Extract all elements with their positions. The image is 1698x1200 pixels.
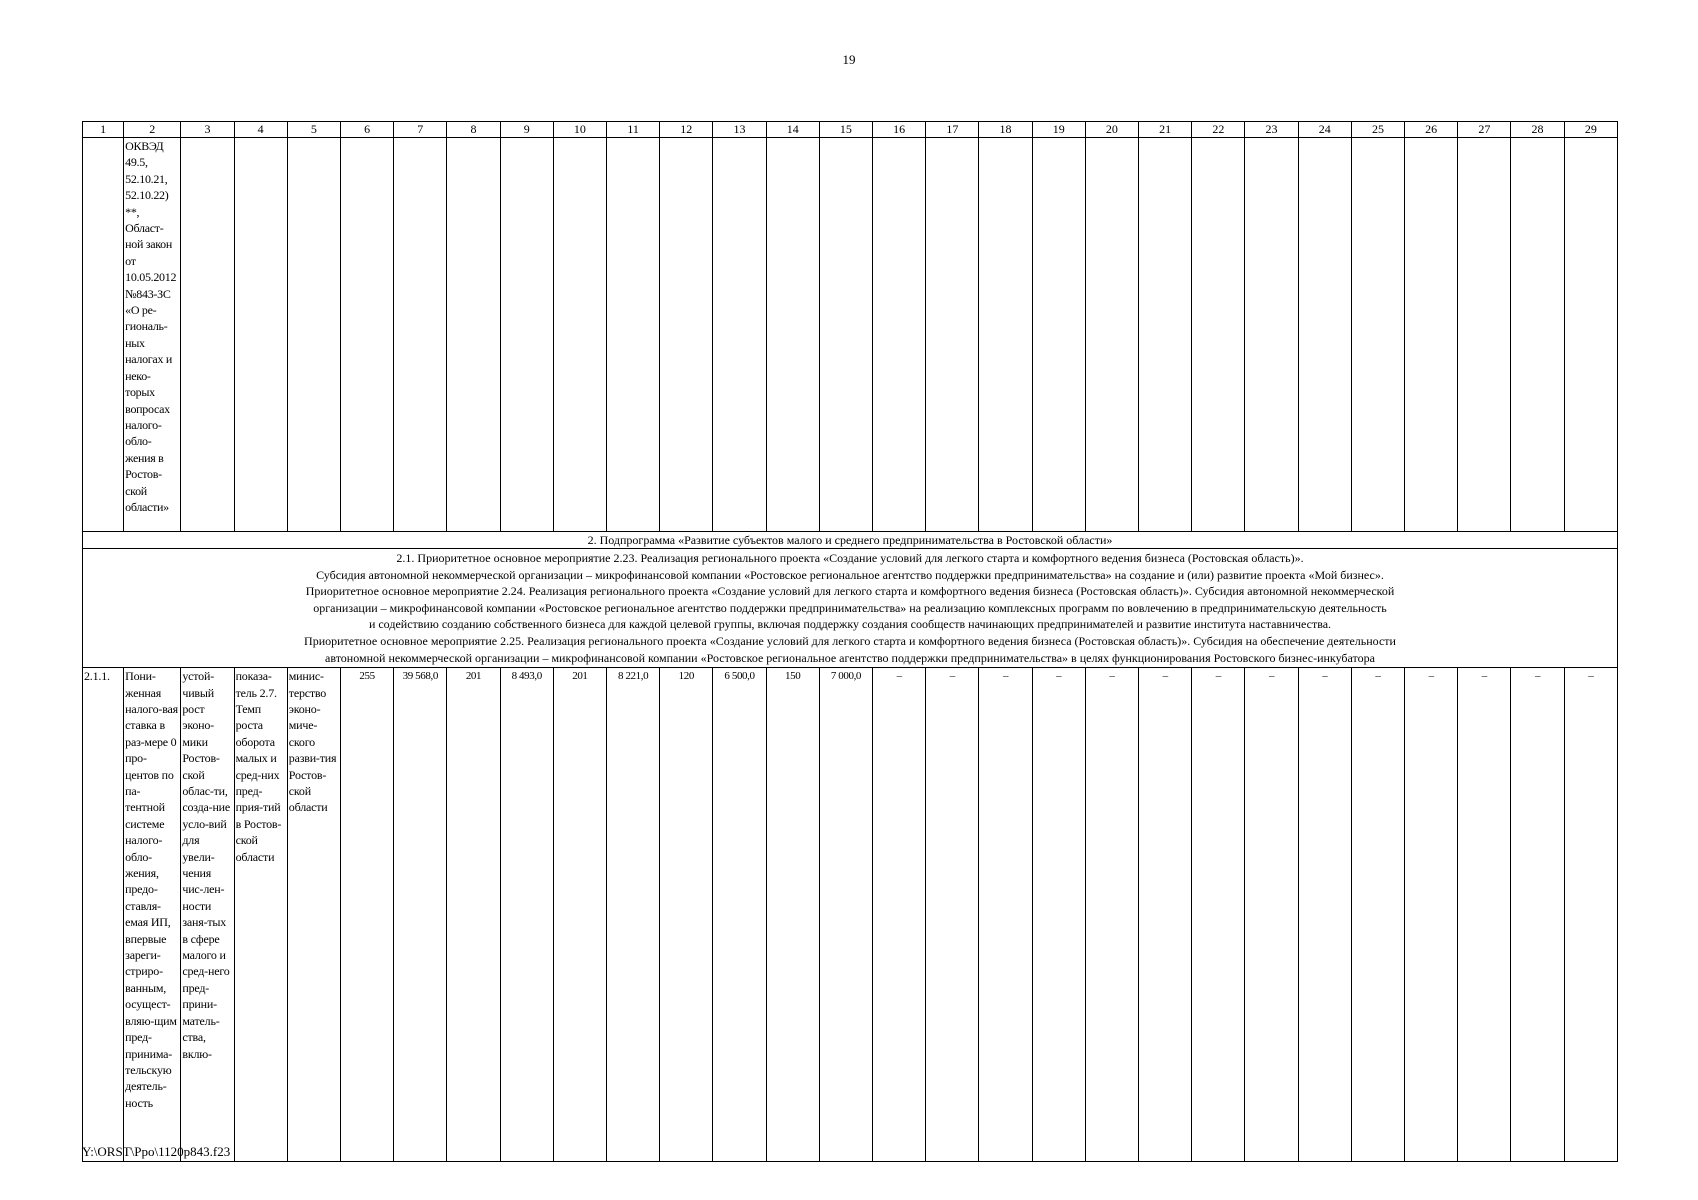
- okved-empty-cell: [287, 138, 340, 532]
- subprogram-row: [83, 532, 1618, 549]
- okved-cell-1: [83, 138, 124, 532]
- description-cell: [83, 549, 1618, 668]
- description-line: автономной некоммерческой организации – микрофинансовой компании «Ростовское региональное агентство поддержки предпринимательства» в целях функционирования Ростовского бизнес-инкубатора: [325, 650, 1375, 665]
- value-cell: 7 000,0: [819, 668, 872, 1162]
- column-header: 18: [979, 122, 1032, 138]
- column-header: 23: [1245, 122, 1298, 138]
- okved-empty-cell: [1298, 138, 1351, 532]
- okved-law-cell: ОКВЭД 49.5, 52.10.21, 52.10.22) **, Област-ной закон от 10.05.2012 №843-ЗС «О ре-гиональ-ных налогах и неко-торых вопросах налого-обло-жения в Ростов-ской области»: [124, 138, 181, 532]
- footer-file-path: Y:\ORST\Ppo\1120p843.f23: [82, 1144, 231, 1159]
- okved-empty-cell: [447, 138, 500, 532]
- okved-empty-cell: [926, 138, 979, 532]
- column-header: 12: [660, 122, 713, 138]
- okved-empty-cell: [181, 138, 234, 532]
- value-cell: –: [1139, 668, 1192, 1162]
- value-cell: –: [926, 668, 979, 1162]
- measure-name: Пони-женная налого-вая ставка в раз-мере 0 про-центов по па-тентной системе налого-обло-жения, предо-ставля-емая ИП, впервые зареги-стриро-ванным, осущест-вляю-щим пред-принима-тельскую деятель-ность: [124, 668, 181, 1162]
- column-header: 15: [819, 122, 872, 138]
- column-header: 4: [234, 122, 287, 138]
- description-row: [83, 549, 1618, 668]
- value-cell: –: [1458, 668, 1511, 1162]
- page-number: 19: [842, 52, 856, 67]
- okved-empty-cell: [766, 138, 819, 532]
- value-cell: –: [1192, 668, 1245, 1162]
- okved-empty-cell: [660, 138, 713, 532]
- column-header: 14: [766, 122, 819, 138]
- value-cell: –: [1351, 668, 1404, 1162]
- column-header: 19: [1032, 122, 1085, 138]
- column-header: 9: [500, 122, 553, 138]
- okved-empty-cell: [1085, 138, 1138, 532]
- value-cell: –: [1298, 668, 1351, 1162]
- okved-empty-cell: [340, 138, 393, 532]
- value-cell: 6 500,0: [713, 668, 766, 1162]
- column-header: 11: [607, 122, 660, 138]
- column-header: 16: [873, 122, 926, 138]
- column-header: 25: [1351, 122, 1404, 138]
- value-cell: 39 568,0: [394, 668, 447, 1162]
- okved-empty-cell: [819, 138, 872, 532]
- data-table: [82, 121, 1618, 1162]
- value-cell: 201: [447, 668, 500, 1162]
- okved-empty-cell: [553, 138, 606, 532]
- okved-row: [83, 138, 1618, 532]
- measure-indicator: показа-тель 2.7. Темп роста оборота малых и сред-них пред-прия-тий в Ростов-ской области: [234, 668, 287, 1162]
- okved-empty-cell: [1564, 138, 1617, 532]
- okved-empty-cell: [1405, 138, 1458, 532]
- value-cell: –: [1032, 668, 1085, 1162]
- description-line: и содействию созданию собственного бизнеса для каждой целевой группы, включая поддержку создания сообществ начинающих предпринимателей и развитие института наставничества.: [368, 617, 1332, 632]
- okved-empty-cell: [1139, 138, 1192, 532]
- column-header: 17: [926, 122, 979, 138]
- responsible-agency: минис-терство эконо-миче-ского разви-тия Ростов-ской области: [287, 668, 340, 1162]
- column-header: 2: [124, 122, 181, 138]
- value-cell: 255: [340, 668, 393, 1162]
- column-header: 1: [83, 122, 124, 138]
- description-line: Приоритетное основное мероприятие 2.25. Реализация регионального проекта «Создание условий для легкого старта и комфортного ведения бизнеса (Ростовская область)». Субсидия на обеспечение деятельности: [304, 633, 1396, 648]
- okved-empty-cell: [1032, 138, 1085, 532]
- column-header: 8: [447, 122, 500, 138]
- value-cell: –: [873, 668, 926, 1162]
- okved-empty-cell: [1511, 138, 1564, 532]
- okved-empty-cell: [234, 138, 287, 532]
- column-header: 6: [340, 122, 393, 138]
- measure-goal: устой-чивый рост эконо-мики Ростов-ской облас-ти, созда-ние усло-вий для увели-чения чис-лен-ности заня-тых в сфере малого и сред-него пред-прини-матель-ства, вклю-: [181, 668, 234, 1162]
- description-line: Приоритетное основное мероприятие 2.24. Реализация регионального проекта «Создание условий для легкого старта и комфортного ведения бизнеса (Ростовская область)». Субсидия автономной некоммерческой: [305, 584, 1395, 599]
- column-header: 29: [1564, 122, 1617, 138]
- column-header: 10: [553, 122, 606, 138]
- description-line: 2.1. Приоритетное основное мероприятие 2.23. Реализация регионального проекта «Создание условий для легкого старта и комфортного ведения бизнеса (Ростовская область)».: [396, 551, 1304, 565]
- value-cell: 120: [660, 668, 713, 1162]
- description-line: Субсидия автономной некоммерческой организации – микрофинансовой компании «Ростовское региональное агентство поддержки предпринимательства» на создание и (или) развитие проекта «Мой бизнес».: [316, 567, 1384, 582]
- subprogram-title: 2. Подпрограмма «Развитие субъектов малого и среднего предпринимательства в Ростовской области»: [83, 532, 1618, 549]
- okved-empty-cell: [500, 138, 553, 532]
- column-header: 3: [181, 122, 234, 138]
- value-cell: –: [1245, 668, 1298, 1162]
- row-number: 2.1.1.: [83, 668, 124, 1162]
- value-cell: 8 493,0: [500, 668, 553, 1162]
- okved-empty-cell: [607, 138, 660, 532]
- column-header: 24: [1298, 122, 1351, 138]
- value-cell: 150: [766, 668, 819, 1162]
- okved-empty-cell: [1245, 138, 1298, 532]
- column-header: 22: [1192, 122, 1245, 138]
- value-cell: –: [1564, 668, 1617, 1162]
- value-cell: –: [1085, 668, 1138, 1162]
- value-cell: –: [1511, 668, 1564, 1162]
- okved-empty-cell: [1192, 138, 1245, 532]
- description-line: организации – микрофинансовой компании «Ростовское региональное агентство поддержки предпринимательства» на реализацию комплексных программ по вовлечению в предпринимательскую деятельность: [313, 600, 1387, 615]
- column-header: 7: [394, 122, 447, 138]
- okved-empty-cell: [713, 138, 766, 532]
- column-header: 21: [1139, 122, 1192, 138]
- okved-empty-cell: [394, 138, 447, 532]
- okved-empty-cell: [979, 138, 1032, 532]
- column-header: 27: [1458, 122, 1511, 138]
- okved-empty-cell: [1458, 138, 1511, 532]
- okved-empty-cell: [873, 138, 926, 532]
- column-header: 28: [1511, 122, 1564, 138]
- column-header: 5: [287, 122, 340, 138]
- okved-empty-cell: [1351, 138, 1404, 532]
- value-cell: –: [979, 668, 1032, 1162]
- column-header: 26: [1405, 122, 1458, 138]
- value-cell: 8 221,0: [607, 668, 660, 1162]
- column-header: 20: [1085, 122, 1138, 138]
- value-cell: 201: [553, 668, 606, 1162]
- column-header: 13: [713, 122, 766, 138]
- column-header-row: [83, 122, 1618, 138]
- main-data-row: [83, 668, 1618, 1162]
- value-cell: –: [1405, 668, 1458, 1162]
